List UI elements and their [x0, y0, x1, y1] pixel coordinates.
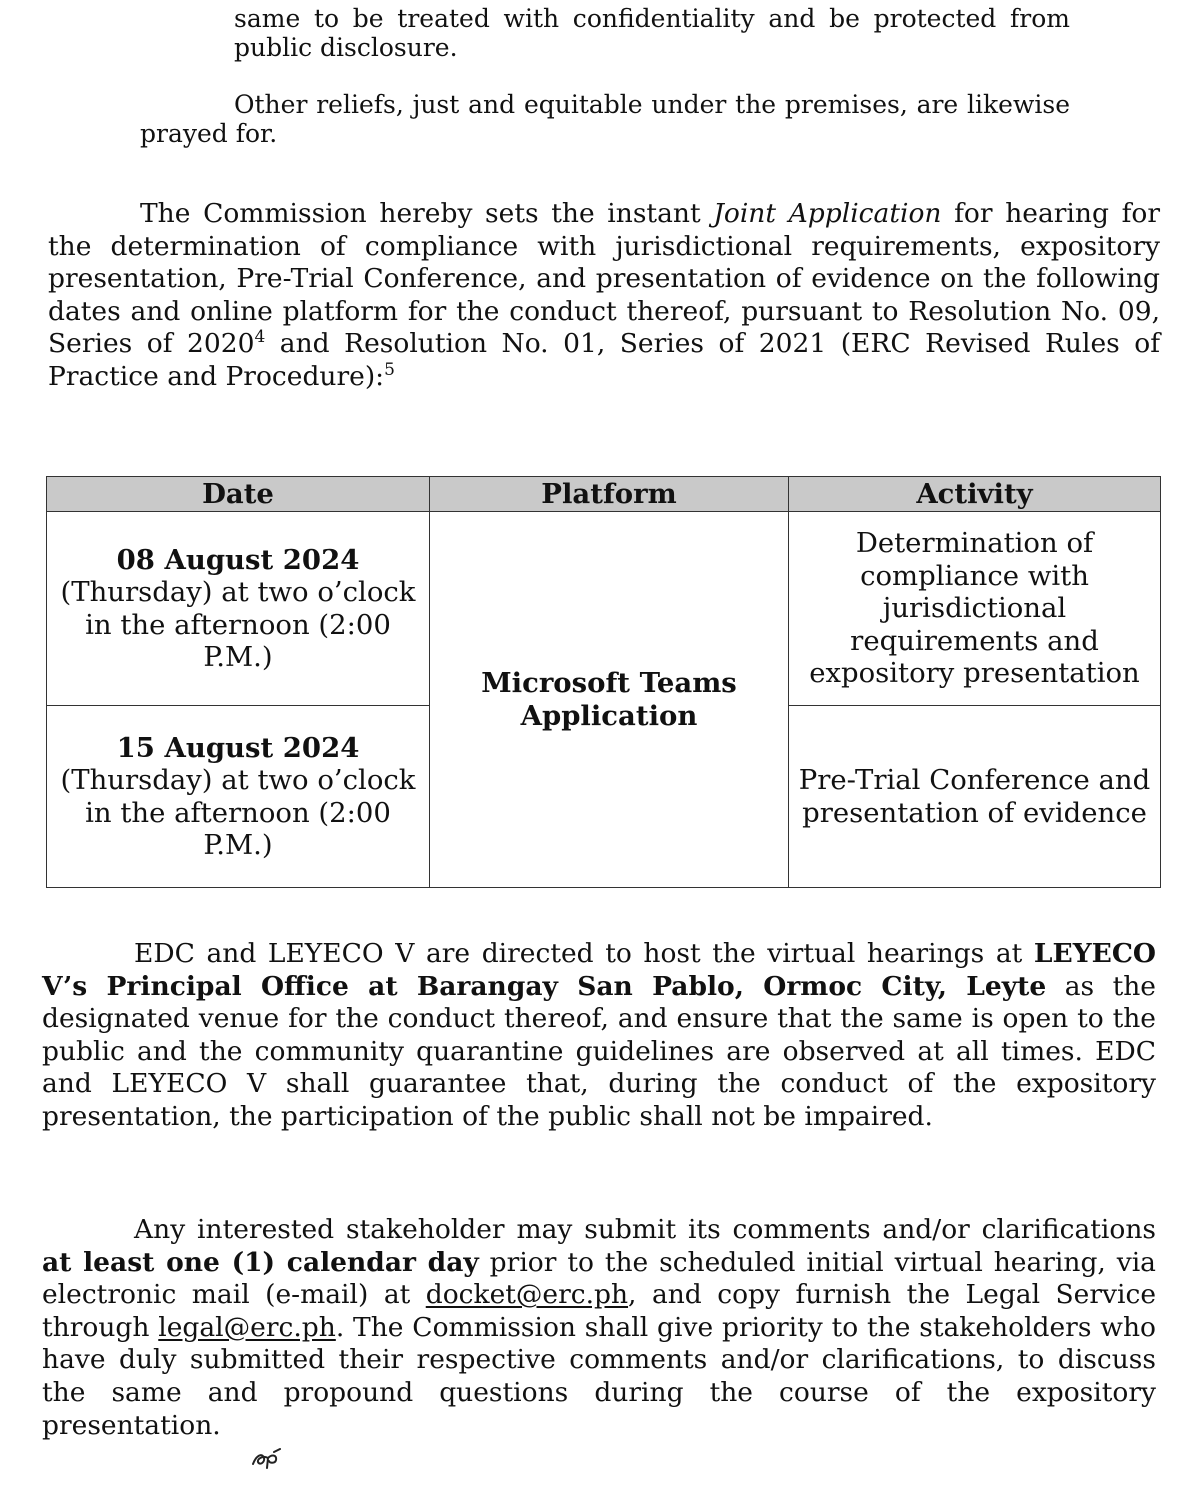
confidentiality-paragraph: same to be treated with confidentiality and be protected from public disclosure. — [234, 4, 1070, 62]
legal-email-link[interactable]: legal@erc.ph — [158, 1311, 336, 1343]
date-cell — [47, 512, 430, 706]
joint-application-italic: Joint Application — [713, 198, 942, 229]
table-row — [47, 512, 1161, 706]
venue-bold: LEYECO V’s Principal Office at Barangay San Pablo, Ormoc City, Leyte — [42, 938, 1156, 1002]
docket-email-link[interactable]: docket@erc.ph — [425, 1279, 629, 1311]
virtual-hearing-host-paragraph: EDC and LEYECO V are directed to host the virtual hearings at LEYECO V’s Principal Office at Barangay San Pablo, Ormoc City, Leyte as the designated venue for the conduct thereof, and ensure that the same is open to the public and the community quarantine guidelines are observed at all times. EDC and LEYECO V shall guarantee that, during the conduct of the expository presentation, the participation of the public shall not be impaired. — [42, 938, 1156, 1132]
hearing-schedule-table — [46, 476, 1161, 888]
activity-cell: Determination of compliance with jurisdictional requirements and expository presentation — [789, 512, 1161, 706]
header-platform: Platform — [430, 477, 789, 512]
header-activity: Activity — [789, 477, 1161, 512]
stakeholder-comments-paragraph: Any interested stakeholder may submit its comments and/or clarifications at least one (1) calendar day prior to the scheduled initial virtual hearing, via electronic mail (e-mail) at docket@erc.ph, and copy furnish the Legal Service through legal@erc.ph. The Commission shall give priority to the stakeholders who have duly submitted their respective comments and/or clarifications, to discuss the same and propound questions during the course of the expository presentation. — [42, 1214, 1156, 1441]
footnote-ref-5[interactable]: 5 — [384, 360, 395, 381]
handwritten-initial-icon — [250, 1446, 284, 1472]
other-reliefs-paragraph: Other reliefs, just and equitable under the premises, are likewise prayed for. — [140, 90, 1070, 148]
hearing-date: 08 August 2024 — [116, 543, 360, 576]
hearing-time: (Thursday) at two o’clock in the afternoon (2:00 P.M.) — [60, 576, 416, 673]
hearing-date: 15 August 2024 — [116, 731, 360, 764]
table-header-row — [47, 477, 1161, 512]
deadline-bold: at least one (1) calendar day — [42, 1246, 479, 1278]
hearing-time: (Thursday) at two o’clock in the afternoon (2:00 P.M.) — [60, 764, 416, 861]
platform-cell: Microsoft Teams Application — [430, 512, 789, 888]
hearing-paragraph: The Commission hereby sets the instant Joint Application for hearing for the determination of compliance with jurisdictional requirements, expository presentation, Pre-Trial Conference, and presentation of evidence on the following dates and online platform for the conduct thereof, pursuant to Resolution No. 09, Series of 2020$^4$ and Resolution No. 01, Series of 2021 (ERC Revised Rules of Practice and Procedure):$^5$ — [48, 198, 1160, 392]
footnote-ref-4[interactable]: 4 — [254, 327, 266, 348]
activity-cell: Pre-Trial Conference and presentation of evidence — [789, 706, 1161, 888]
header-date: Date — [47, 477, 430, 512]
date-cell — [47, 706, 430, 888]
